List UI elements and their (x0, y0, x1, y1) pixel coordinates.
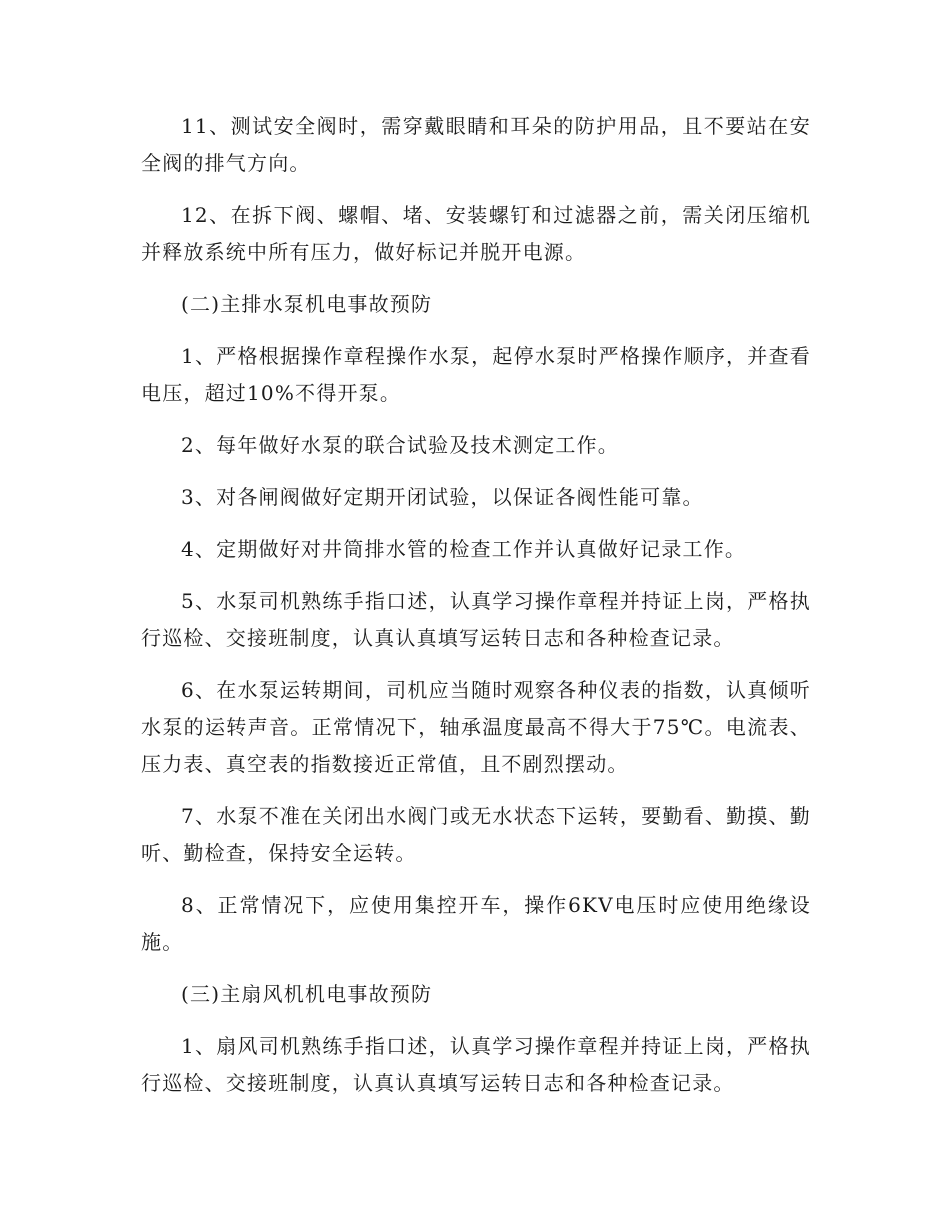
paragraph-11-safety-valve: 11、测试安全阀时，需穿戴眼睛和耳朵的防护用品，且不要站在安全阀的排气方向。 (141, 114, 811, 175)
section-heading-drainage-pump: (二)主排水泵机电事故预防 (181, 292, 433, 316)
paragraph-pump-7: 7、水泵不准在关闭出水阀门或无水状态下运转，要勤看、勤摸、勤听、勤检查，保持安全运转。 (141, 804, 811, 865)
paragraph-pump-5: 5、水泵司机熟练手指口述，认真学习操作章程并持证上岗，严格执行巡检、交接班制度，认真认真填写运转日志和各种检查记录。 (141, 589, 811, 650)
paragraph-pump-3: 3、对各闸阀做好定期开闭试验，以保证各阀性能可靠。 (181, 485, 704, 509)
paragraph-12-compressor: 12、在拆下阀、螺帽、堵、安装螺钉和过滤器之前，需关闭压缩机并释放系统中所有压力，做好标记并脱开电源。 (141, 203, 811, 264)
paragraph-fan-1: 1、扇风司机熟练手指口述，认真学习操作章程并持证上岗，严格执行巡检、交接班制度，认真认真填写运转日志和各种检查记录。 (141, 1034, 811, 1095)
paragraph-pump-6: 6、在水泵运转期间，司机应当随时观察各种仪表的指数，认真倾听水泵的运转声音。正常情况下，轴承温度最高不得大于75℃。电流表、压力表、真空表的指数接近正常值，且不剧烈摆动。 (141, 678, 811, 776)
document-body (141, 108, 811, 1117)
paragraph-pump-2: 2、每年做好水泵的联合试验及技术测定工作。 (181, 433, 619, 457)
paragraph-pump-1: 1、严格根据操作章程操作水泵，起停水泵时严格操作顺序，并查看电压，超过10%不得开泵。 (141, 344, 811, 405)
section-heading-main-fan: (三)主扇风机机电事故预防 (181, 982, 433, 1006)
paragraph-pump-4: 4、定期做好对井筒排水管的检查工作并认真做好记录工作。 (181, 537, 747, 561)
paragraph-pump-8: 8、正常情况下，应使用集控开车，操作6KV电压时应使用绝缘设施。 (141, 893, 811, 954)
